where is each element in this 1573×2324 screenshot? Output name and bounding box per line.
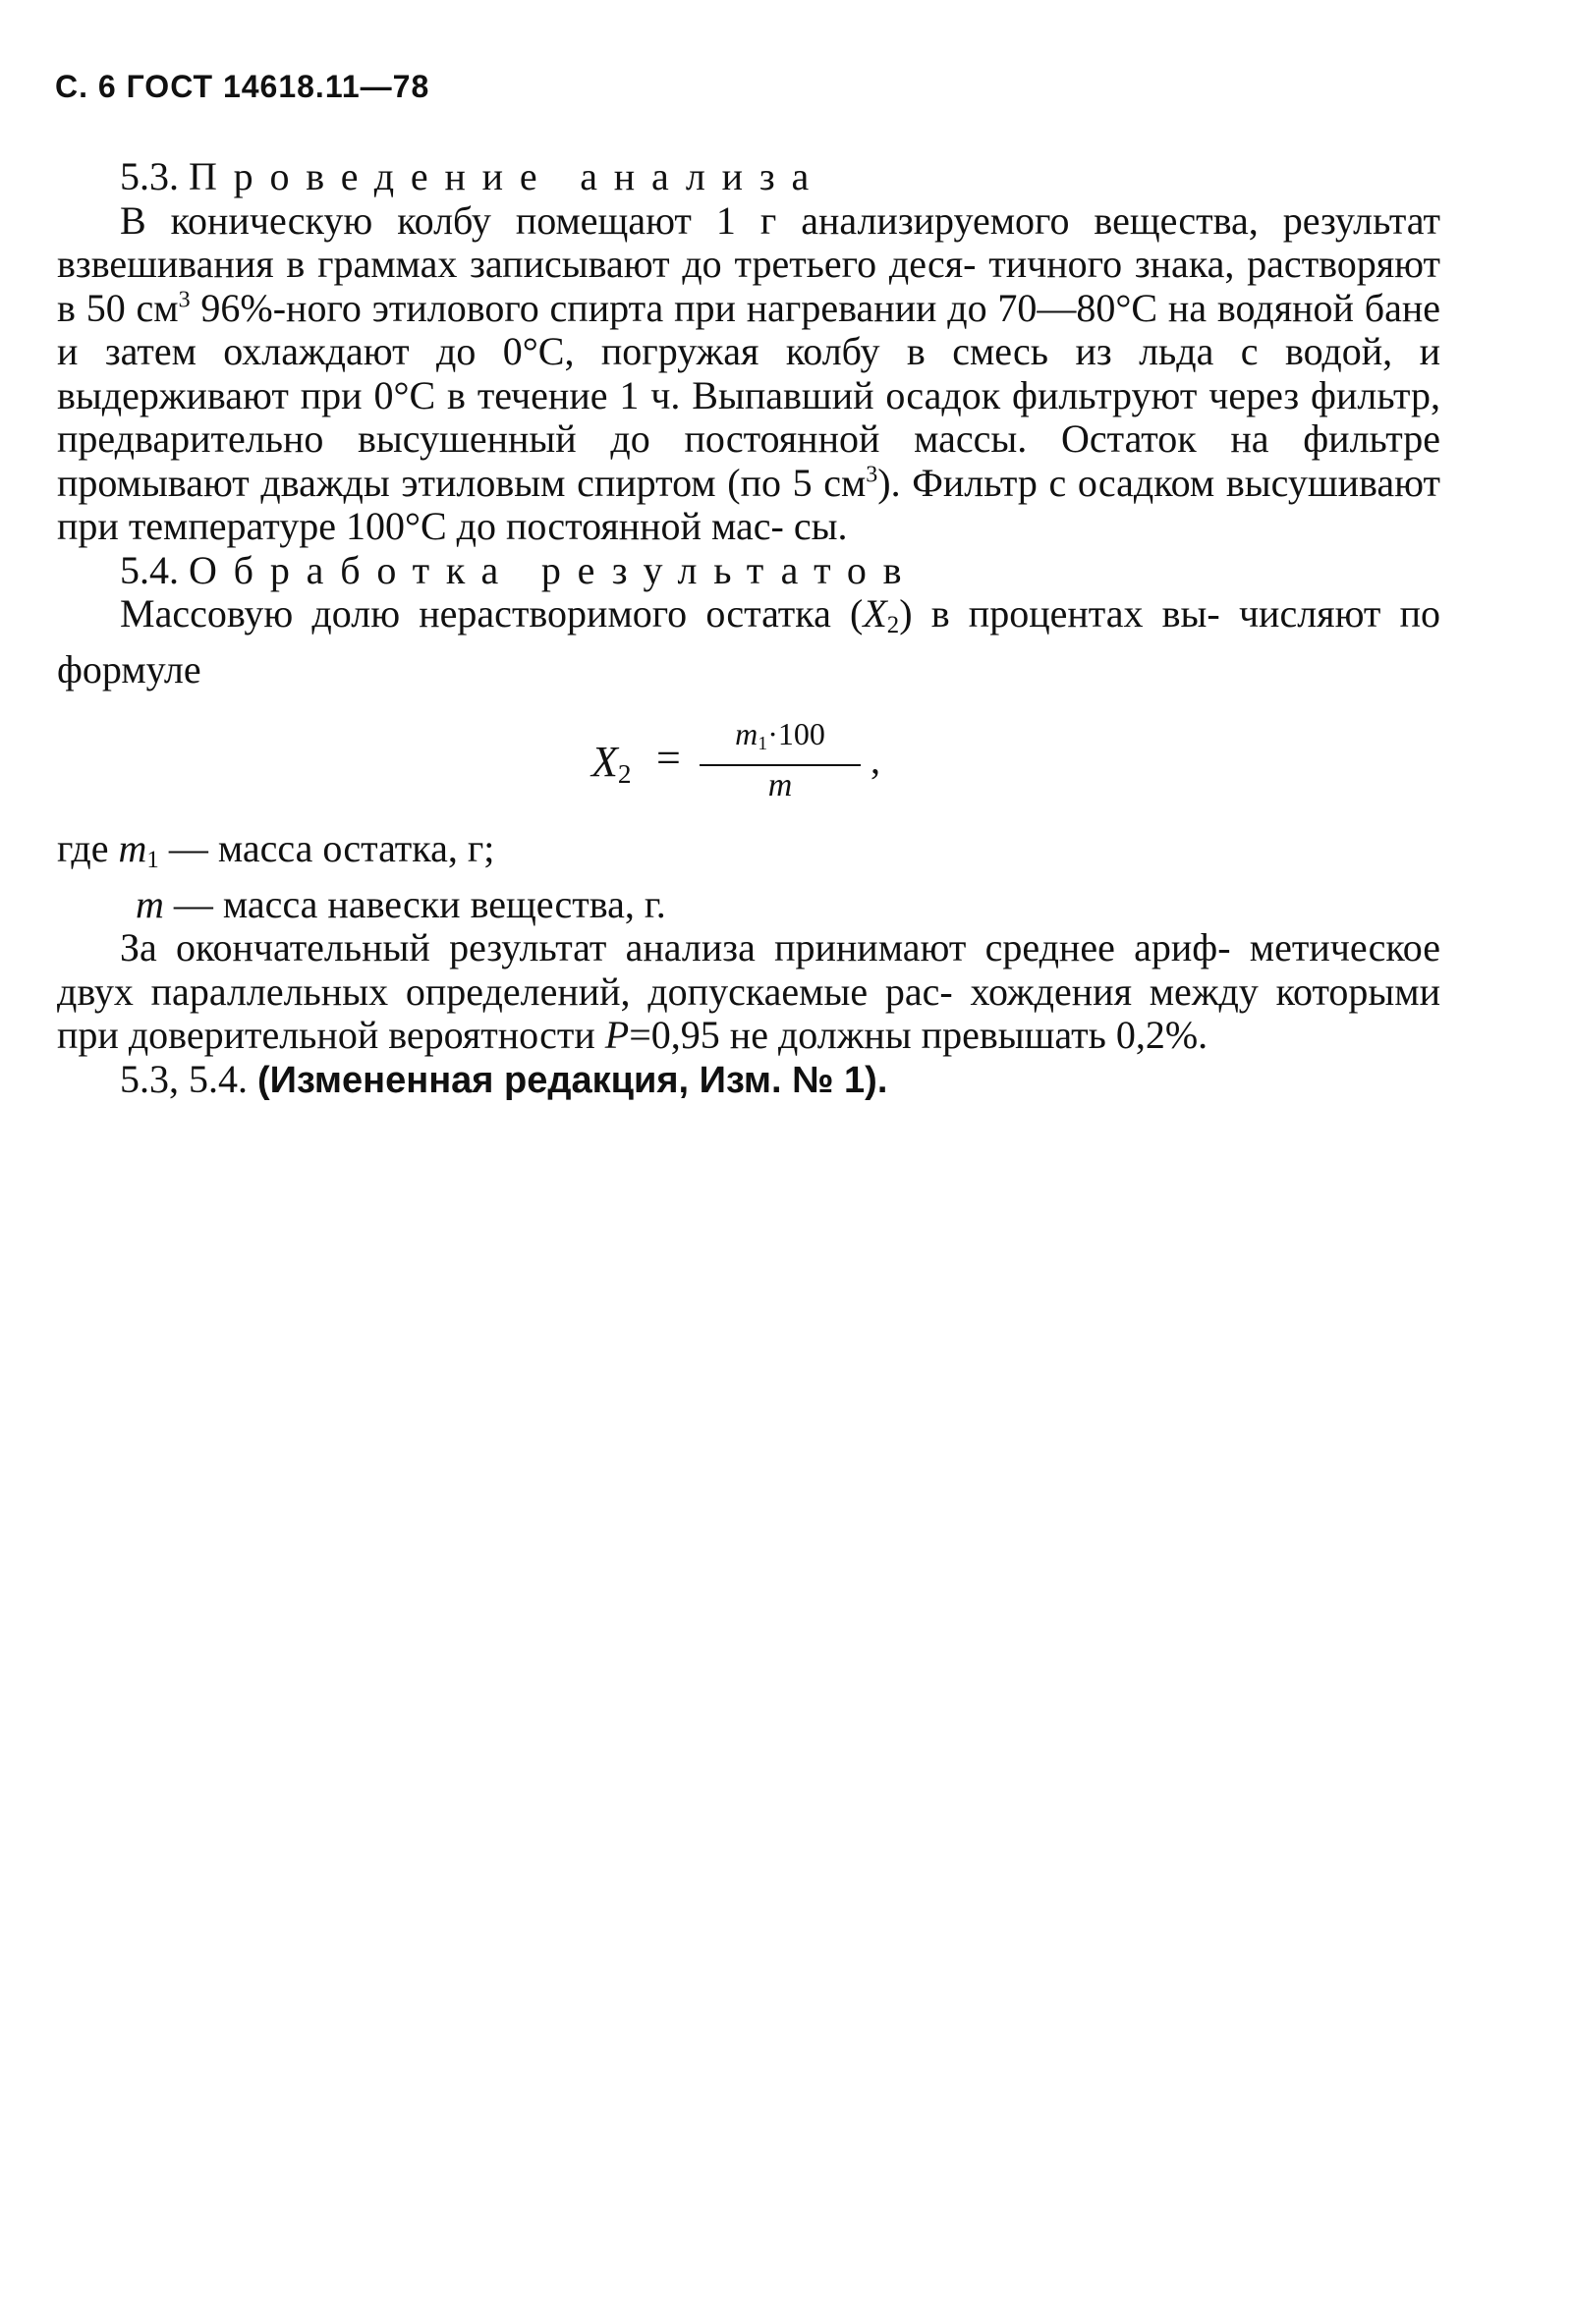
section-5-3-number: 5.3. — [120, 154, 179, 198]
formula-fraction — [700, 715, 861, 805]
formula-numerator: $m_1\cdot 100$ — [700, 715, 861, 766]
definition-m: m — масса навески вещества, г. — [136, 881, 666, 926]
formula-denominator: m — [767, 767, 793, 804]
document-body — [57, 155, 1440, 1102]
formula-x2 — [57, 692, 1440, 827]
amendment-note: 5.3, 5.4. (Измененная редакция, Изм. № 1). — [120, 1056, 888, 1101]
section-5-4-heading — [57, 549, 1440, 593]
formula-comma: , — [871, 738, 880, 783]
page-header: С. 6 ГОСТ 14618.11—78 — [55, 69, 430, 104]
section-5-4-intro: Массовую долю нерастворимого остатка $(X_2)$ в процентах вы- числяют по формуле — [57, 591, 1441, 692]
conclusion-paragraph: За окончательный результат анализа принимают среднее ариф- метическое двух параллельных определений, допускаемые рас- хождения между которыми при доверительной вероятности P=0,95 не должны превышать 0,2%. — [57, 925, 1441, 1058]
definition-m1: где $m_1$ — масса остатка, г; — [57, 826, 495, 874]
section-5-4-title: Обработка результатов — [189, 547, 919, 592]
section-5-4-number: 5.4. — [120, 547, 179, 592]
formula-equals: = — [656, 734, 681, 783]
formula-lhs: $X_2$ — [591, 738, 632, 789]
section-5-3-heading — [57, 155, 1440, 199]
section-5-3-paragraph: В коническую колбу помещают 1 г анализируемого вещества, результат взвешивания в граммах записывают до третьего деся- тичного знака, растворяют в 50 $см^3$ 96%-ного этилового спирта при нагревании до 70—80°С на водяной бане и затем охлаждают до 0°С, погружая колбу в смесь из льда с водой, и выдерживают при 0°С в течение 1 ч. Выпавший осадок фильтруют через фильтр, предварительно высушенный до постоянной массы. Остаток на фильтре промывают дважды этиловым спиртом (по 5 $см^3$). Фильтр с осадком высушивают при температуре 100°С до постоянной мас- сы. — [57, 197, 1441, 548]
section-5-3-title: Проведение анализа — [189, 154, 826, 198]
